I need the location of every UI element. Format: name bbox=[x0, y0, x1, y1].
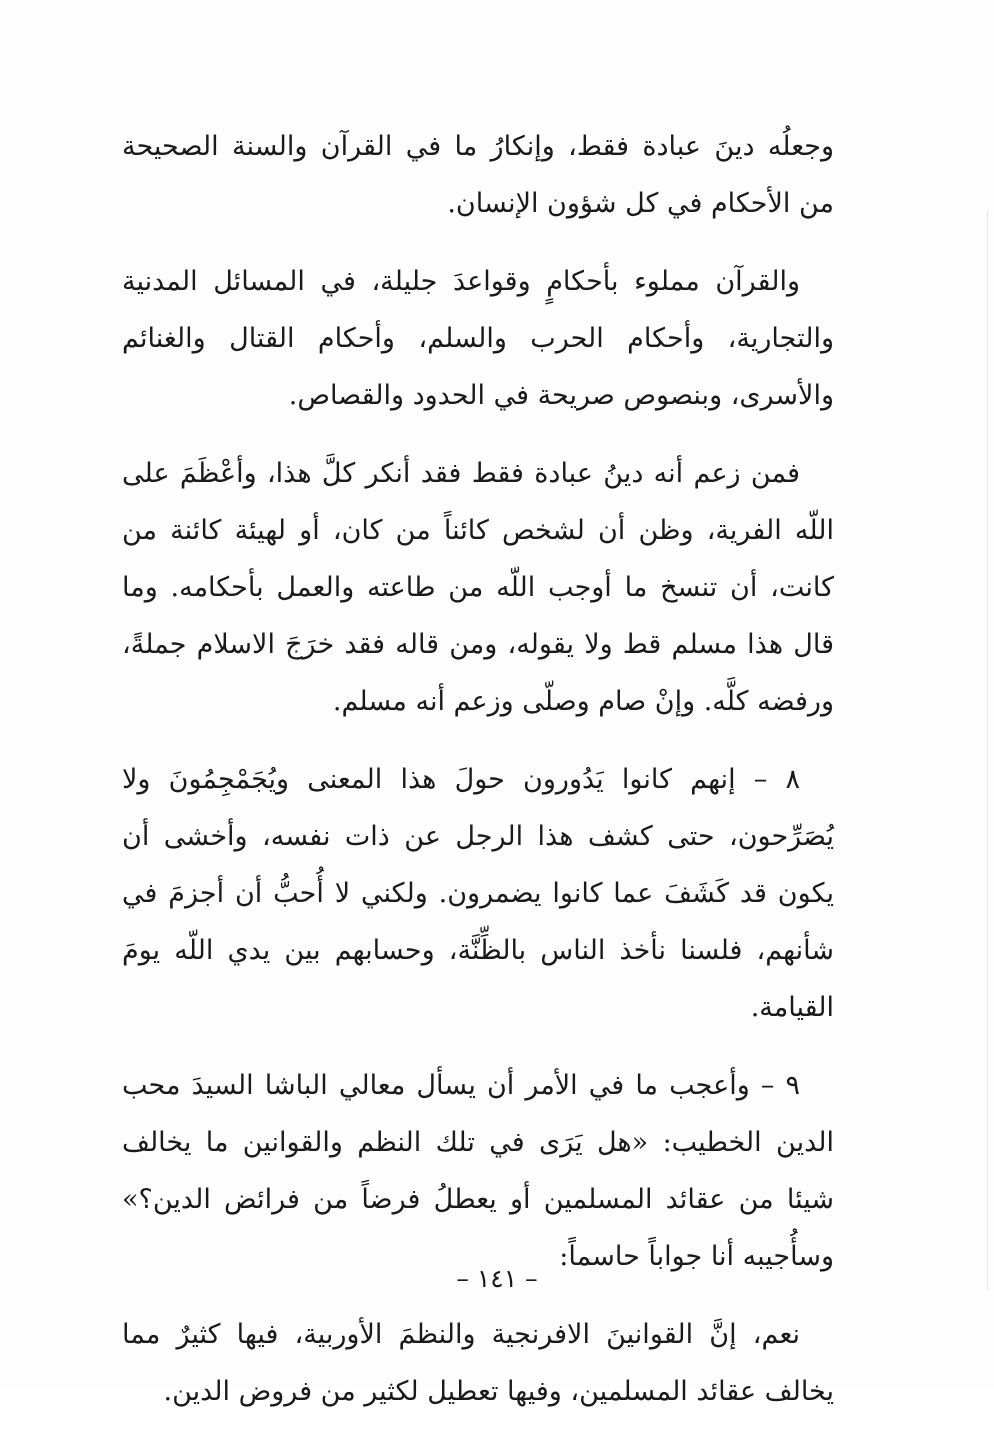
body-text bbox=[122, 118, 834, 1441]
paragraph-3: فمن زعم أنه دينُ عبادة فقط فقد أنكر كلَّ هذا، وأعْظَمَ على اللّه الفرية، وظن أن لشخص كائناً من كان، أو لهيئة كائنة من كانت، أن تنسخ ما أوجب اللّه من طاعته والعمل بأحكامه. وما قال هذا مسلم قط ولا يقوله، ومن قاله فقد خرَجَ الاسلام جملةً، ورفضه كلَّه. وإنْ صام وصلّى وزعم أنه مسلم. bbox=[122, 458, 834, 717]
paragraph-2: والقرآن مملوء بأحكامٍ وقواعدَ جليلة، في المسائل المدنية والتجارية، وأحكام الحرب والسلم، وأحكام القتال والغنائم والأسرى، وبنصوص صريحة في الحدود والقصاص. bbox=[122, 266, 834, 411]
paragraph-4-numbered: ٨ – إنهم كانوا يَدُورون حولَ هذا المعنى ويُجَمْجِمُونَ ولا يُصَرِّحون، حتى كشف هذا الرجل عن ذات نفسه، وأخشى أن يكون قد كَشَفَ عما كانوا يضمرون. ولكني لا أُحبُّ أن أجزمَ في شأنهم، فلسنا نأخذ الناس بالظِّنَّة، وحسابهم بين يدي اللّه يومَ القيامة. bbox=[122, 764, 834, 1023]
paragraph-5-numbered: ٩ – وأعجب ما في الأمر أن يسأل معالي الباشا السيدَ محب الدين الخطيب: «هل يَرَى في تلك النظم والقوانين ما يخالف شيئا من عقائد المسلمين أو يعطلُ فرضاً من فرائض الدين؟» وسأُجيبه أنا جواباً حاسماً: bbox=[122, 1070, 834, 1272]
page-number: – ١٤١ – bbox=[456, 1264, 538, 1293]
paragraph-1: وجعلُه دينَ عبادة فقط، وإنكارُ ما في القرآن والسنة الصحيحة من الأحكام في كل شؤون الإنسان. bbox=[122, 131, 834, 219]
scan-edge-divider bbox=[987, 210, 988, 1290]
paragraph-6: نعم، إنَّ القوانينَ الافرنجية والنظمَ الأوربية، فيها كثيرٌ مما يخالف عقائد المسلمين، وفيها تعطيل لكثير من فروض الدين. bbox=[122, 1319, 834, 1407]
